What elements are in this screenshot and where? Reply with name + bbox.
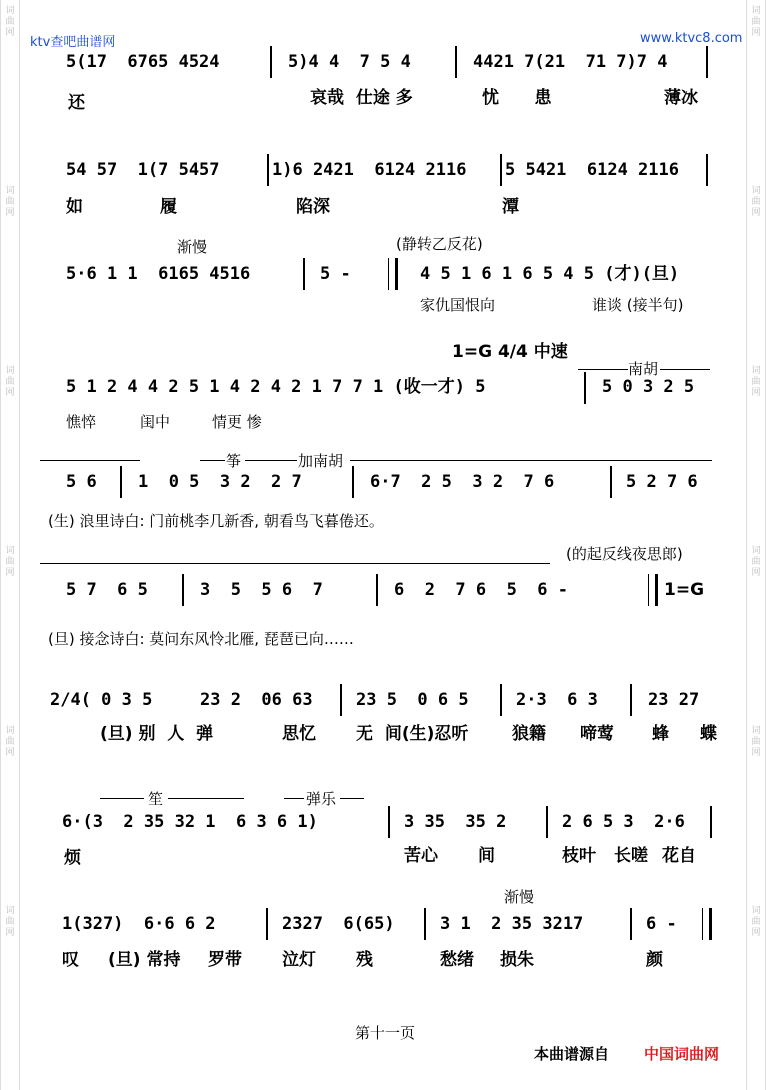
source-label: 本曲谱源自 xyxy=(534,1045,610,1063)
margin-watermark: 词 曲 网 xyxy=(751,186,761,218)
notes-3c: 4 5 1 6 1 6 5 4 5 (才)(旦) xyxy=(420,264,680,284)
lyric: 憔悴 xyxy=(66,413,97,431)
notes-1b: 5)4 4 7 5 4 xyxy=(288,52,411,72)
notes-8a: 6·(3 2 35 32 1 6 3 6 1) xyxy=(62,812,318,832)
margin-watermark: 词 曲 网 xyxy=(5,546,15,578)
barline xyxy=(500,684,502,716)
barline xyxy=(376,574,378,606)
lyric: 陷深 xyxy=(296,197,330,217)
margin-watermark: 词 曲 网 xyxy=(751,6,761,38)
notes-9b: 2327 6(65) xyxy=(282,914,395,934)
slur-line xyxy=(245,460,297,461)
notes-9c: 3 1 2 35 3217 xyxy=(440,914,584,934)
lyric: 损朱 xyxy=(500,950,534,970)
notes-6b: 3 5 5 6 7 xyxy=(200,580,323,600)
margin-watermark: 词 曲 网 xyxy=(751,726,761,758)
right-margin-strip xyxy=(746,0,766,1090)
lyric: 花自 xyxy=(662,846,696,866)
lyric: 罗带 xyxy=(208,950,242,970)
notes-5a: 5 6 xyxy=(66,472,97,492)
lyric: 狼籍 xyxy=(512,724,546,744)
lyric: 颜 xyxy=(646,950,663,970)
notes-9a: 1(327) 6·6 6 2 xyxy=(62,914,216,934)
notes-7d: 2·3 6 3 xyxy=(516,690,598,710)
slur-line xyxy=(340,798,364,799)
spoken-poem: (旦) 接念诗白: 莫问东风怜北雁, 琵琶已向…… xyxy=(48,630,354,648)
lyric: 哀哉 仕途 多 xyxy=(310,88,413,108)
slur-line xyxy=(350,460,712,461)
lyric: 履 xyxy=(160,197,177,217)
lyric: 啼莺 xyxy=(580,724,614,744)
source-site-link[interactable]: 中国词曲网 xyxy=(644,1045,720,1063)
barline xyxy=(388,806,390,838)
slur-line xyxy=(100,798,144,799)
barline xyxy=(546,806,548,838)
lyric: 蜂 xyxy=(652,724,669,744)
left-margin-strip xyxy=(0,0,20,1090)
slur-line xyxy=(660,369,710,370)
tempo-mark: 渐慢 xyxy=(504,888,535,906)
notes-9d: 6 - xyxy=(646,914,677,934)
barline xyxy=(266,908,268,940)
notes-8b: 3 35 35 2 xyxy=(404,812,507,832)
key-mark: 1=G xyxy=(664,580,705,600)
instrument-mark: 笙 xyxy=(148,790,164,808)
barline xyxy=(706,46,708,78)
margin-watermark: 词 曲 网 xyxy=(5,726,15,758)
double-barline xyxy=(388,258,398,290)
lyric: 蝶 xyxy=(700,724,717,744)
lyric: 薄冰 xyxy=(664,88,698,108)
notes-7e: 23 27 xyxy=(648,690,700,710)
lyric: 潭 xyxy=(502,197,519,217)
key-tempo-mark: 1=G 4/4 中速 xyxy=(452,342,568,362)
barline xyxy=(182,574,184,606)
lyric: 还 xyxy=(68,93,85,113)
lyric: 泣灯 xyxy=(282,950,316,970)
lyric: 情更 惨 xyxy=(212,413,262,431)
lyric: 苦心 xyxy=(404,846,438,866)
notes-2b: 1)6 2421 6124 2116 xyxy=(272,160,467,180)
instrument-mark: 加南胡 xyxy=(298,452,344,470)
notes-5c: 6·7 2 5 3 2 7 6 xyxy=(370,472,555,492)
notes-8c: 2 6 5 3 2·6 xyxy=(562,812,685,832)
notes-7a: 2/4( 0 3 5 xyxy=(50,690,153,710)
barline xyxy=(424,908,426,940)
barline xyxy=(267,154,269,186)
barline xyxy=(120,466,122,498)
barline xyxy=(352,466,354,498)
margin-watermark: 词 曲 网 xyxy=(5,6,15,38)
margin-watermark: 词 曲 网 xyxy=(751,906,761,938)
slur-line xyxy=(284,798,304,799)
margin-watermark: 词 曲 网 xyxy=(5,906,15,938)
notes-7b: 23 2 06 63 xyxy=(200,690,313,710)
page-number: 第十一页 xyxy=(355,1024,416,1042)
barline xyxy=(340,684,342,716)
spoken-poem: (生) 浪里诗白: 门前桃李几新香, 朝看鸟飞暮倦还。 xyxy=(48,512,384,530)
mode-mark: (的起反线夜思郎) xyxy=(566,545,683,563)
lyric: 愁绪 xyxy=(440,950,474,970)
barline xyxy=(303,258,305,290)
notes-7c: 23 5 0 6 5 xyxy=(356,690,469,710)
instrument-mark: 南胡 xyxy=(628,360,659,378)
notes-3a: 5·6 1 1 6165 4516 xyxy=(66,264,251,284)
barline xyxy=(500,154,502,186)
slur-line xyxy=(168,798,244,799)
notes-4a: 5 1 2 4 4 2 5 1 4 2 4 2 1 7 7 1 (收一才) 5 xyxy=(66,377,486,397)
barline xyxy=(630,908,632,940)
notes-4b: 5 0 3 2 5 xyxy=(602,377,695,397)
notes-1c: 4421 7(21 71 7)7 4 xyxy=(473,52,668,72)
notes-6c: 6 2 7 6 5 6 - xyxy=(394,580,568,600)
slur-line xyxy=(200,460,225,461)
lyric: 闺中 xyxy=(140,413,171,431)
notes-6a: 5 7 6 5 xyxy=(66,580,148,600)
lyric: 如 xyxy=(66,197,83,217)
slur-line xyxy=(40,460,140,461)
margin-watermark: 词 曲 网 xyxy=(751,546,761,578)
lyric: (旦) 常持 xyxy=(108,950,181,970)
lyric: 残 xyxy=(356,950,373,970)
instrument-mark: 筝 xyxy=(226,452,242,470)
notes-2a: 54 57 1(7 5457 xyxy=(66,160,220,180)
barline xyxy=(270,46,272,78)
notes-1a: 5(17 6765 4524 xyxy=(66,52,220,72)
lyric: 思忆 xyxy=(282,724,316,744)
tempo-mark: 渐慢 xyxy=(177,238,208,256)
margin-watermark: 词 曲 网 xyxy=(751,366,761,398)
instrument-mark: 弹乐 xyxy=(306,790,337,808)
double-barline xyxy=(702,908,712,940)
barline xyxy=(584,372,586,404)
barline xyxy=(706,154,708,186)
lyric: 叹 xyxy=(62,950,79,970)
notes-2c: 5 5421 6124 2116 xyxy=(505,160,679,180)
lyric: 间 xyxy=(478,846,495,866)
notes-3b: 5 - xyxy=(320,264,351,284)
margin-watermark: 词 曲 网 xyxy=(5,186,15,218)
barline xyxy=(610,466,612,498)
lyric: (旦) 别 人 弹 xyxy=(100,724,214,744)
site-watermark-right[interactable]: www.ktvc8.com xyxy=(640,31,743,46)
lyric: 家仇国恨向 xyxy=(420,296,496,314)
lyric: 枝叶 xyxy=(562,846,596,866)
lyric: 谁谈 (接半句) xyxy=(592,296,684,314)
mode-mark: (静转乙反花) xyxy=(396,235,483,253)
lyric: 烦 xyxy=(64,848,81,868)
double-barline xyxy=(648,574,658,606)
barline xyxy=(630,684,632,716)
lyric: 长嗟 xyxy=(614,846,648,866)
slur-line xyxy=(40,563,550,564)
margin-watermark: 词 曲 网 xyxy=(5,366,15,398)
notes-5d: 5 2 7 6 xyxy=(626,472,698,492)
barline xyxy=(710,806,712,838)
slur-line xyxy=(578,369,628,370)
notes-5b: 1 0 5 3 2 2 7 xyxy=(138,472,302,492)
site-watermark-left[interactable]: ktv查吧曲谱网 xyxy=(30,35,116,50)
barline xyxy=(455,46,457,78)
lyric: 无 间(生)忍听 xyxy=(356,724,469,744)
lyric: 忧 患 xyxy=(482,88,552,108)
